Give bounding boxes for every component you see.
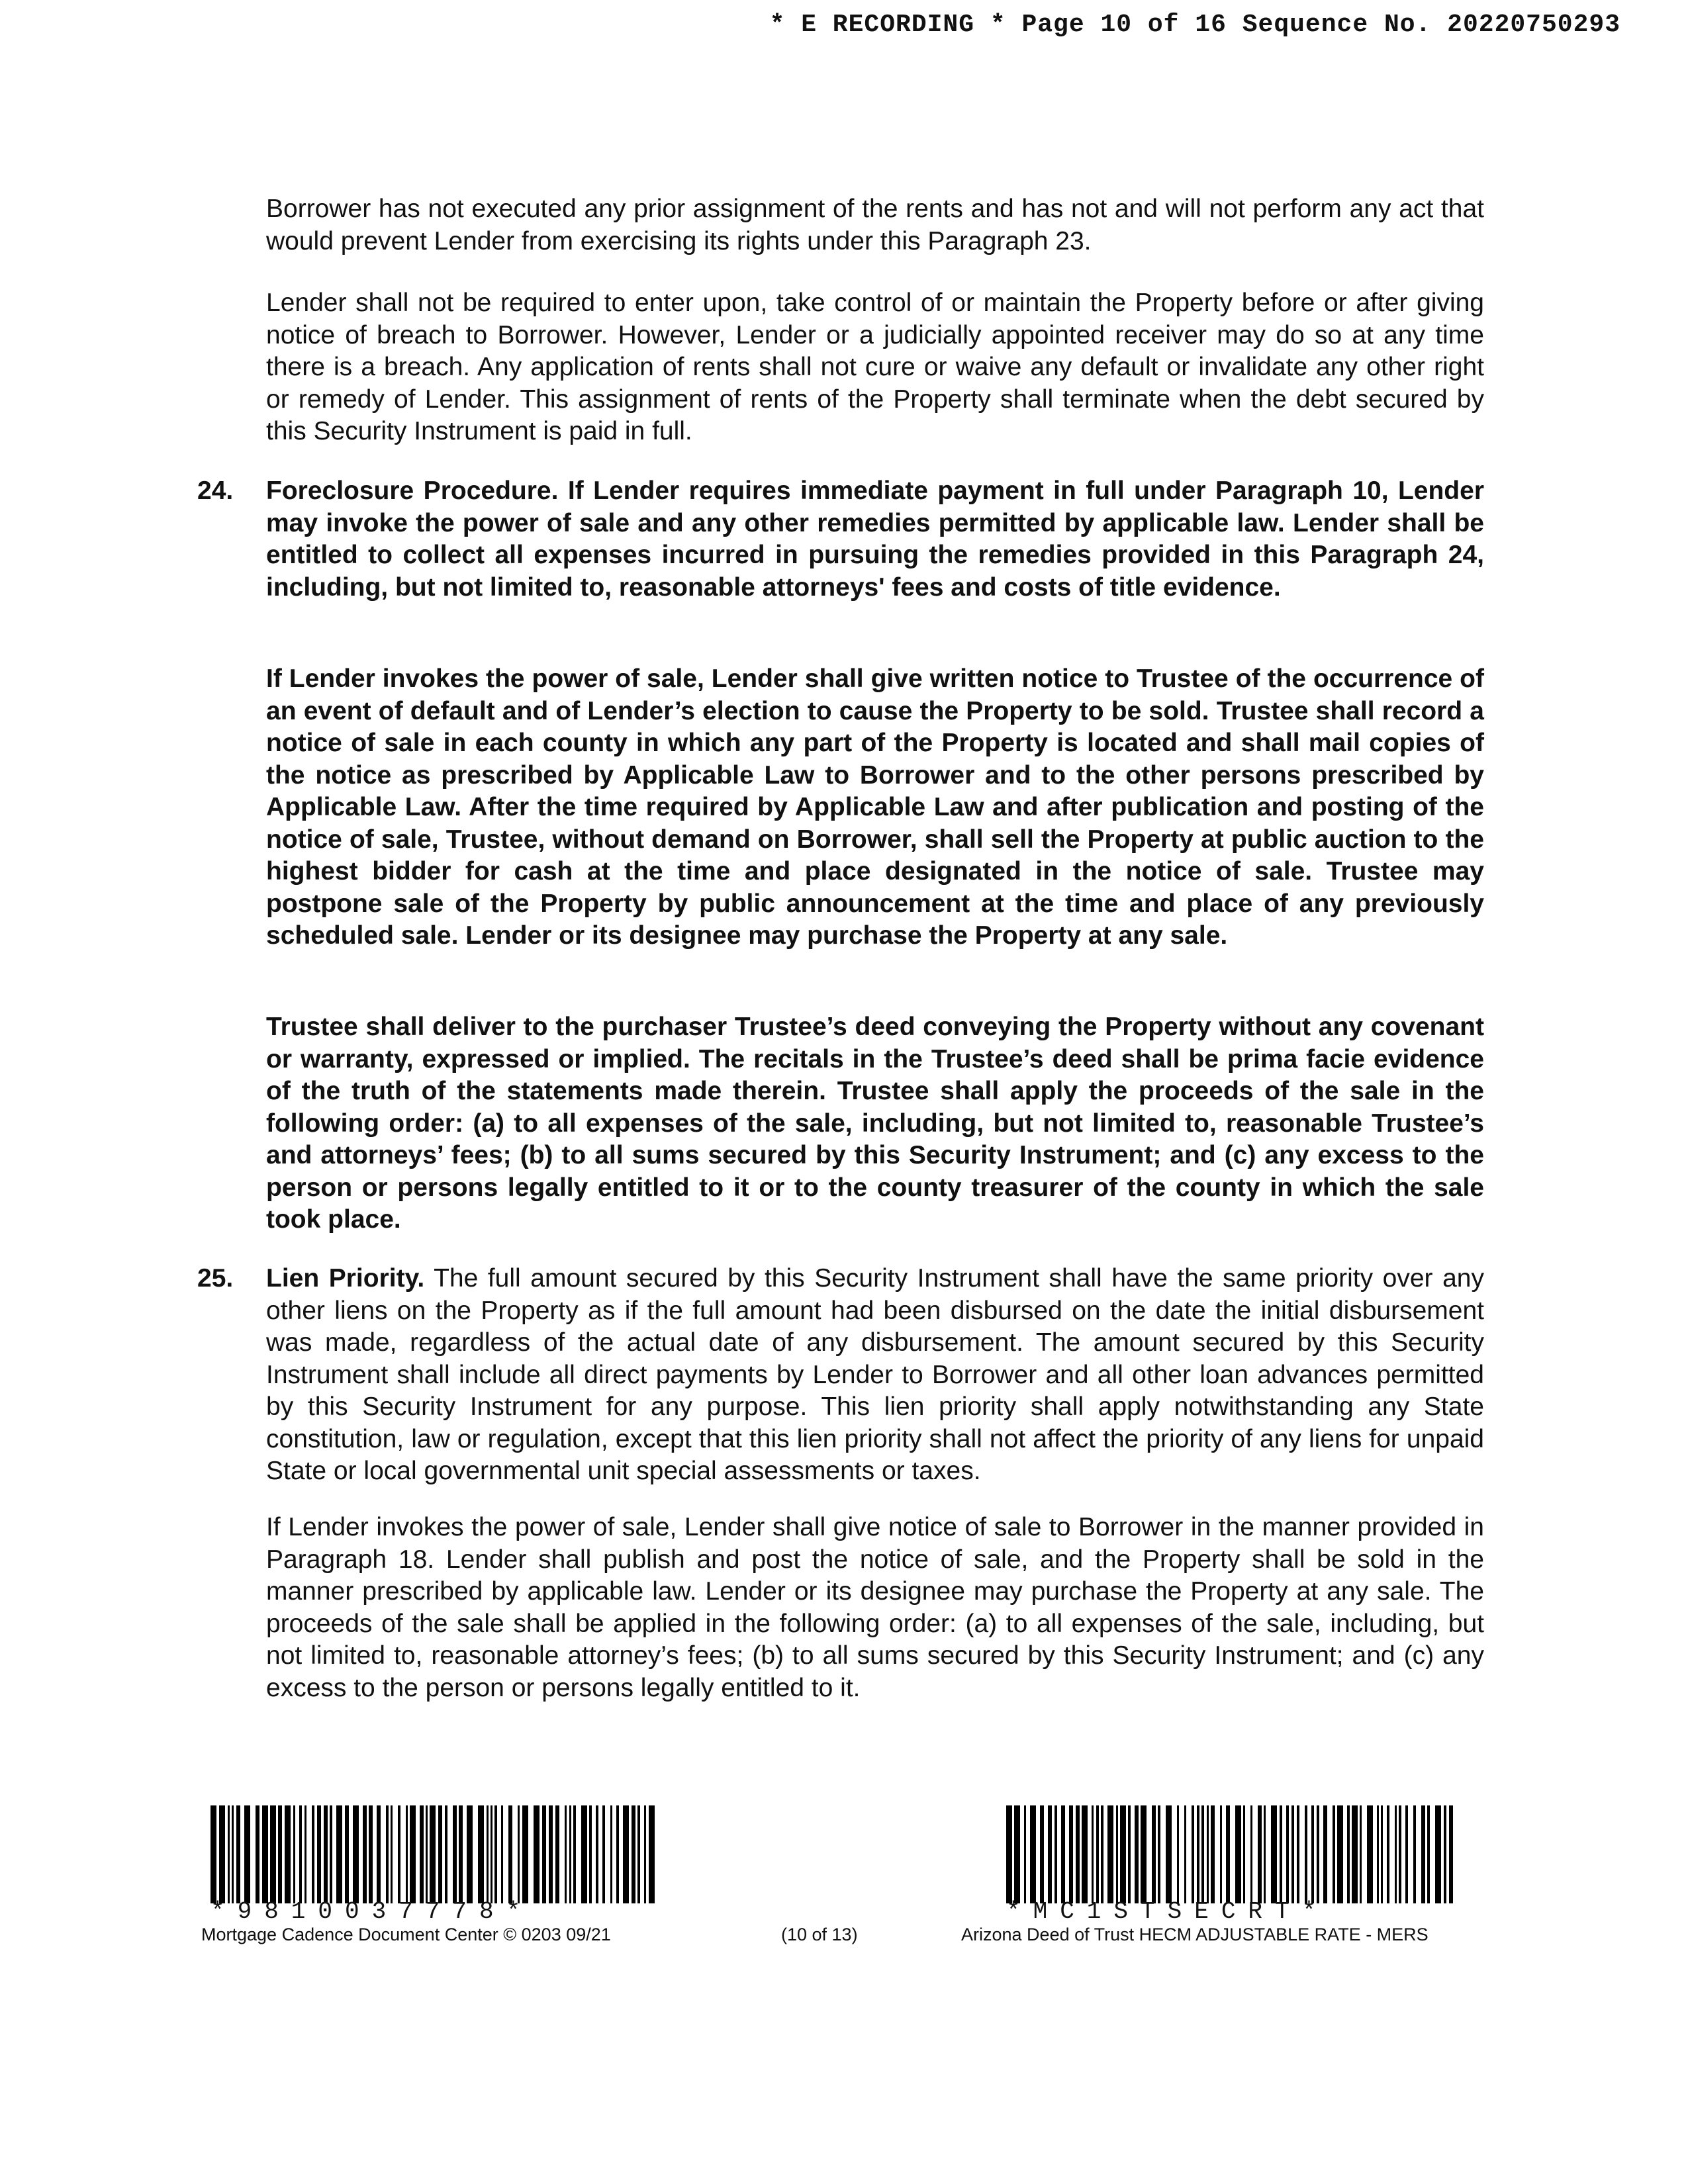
barcode-bar xyxy=(1096,1805,1099,1903)
barcode-bar xyxy=(270,1805,276,1903)
barcode-bar xyxy=(1377,1805,1379,1903)
barcode-bar xyxy=(494,1805,497,1903)
recording-header: * E RECORDING * Page 10 of 16 Sequence No. 20220750293 xyxy=(769,11,1620,39)
barcode-bar xyxy=(426,1805,428,1903)
barcode-bar xyxy=(555,1805,559,1903)
barcode-bar xyxy=(232,1805,234,1903)
barcode-bar xyxy=(219,1805,225,1903)
barcode-bar xyxy=(1184,1805,1186,1903)
barcode-bar xyxy=(1286,1805,1289,1903)
barcode-bar xyxy=(1006,1805,1012,1903)
barcode-bar xyxy=(1030,1805,1036,1903)
barcode-left xyxy=(211,1805,659,1903)
barcode-bar xyxy=(1427,1805,1430,1903)
barcode-bar xyxy=(438,1805,442,1903)
barcode-bar xyxy=(1271,1805,1277,1903)
barcode-bar xyxy=(1211,1805,1215,1903)
barcode-bar xyxy=(649,1805,655,1903)
barcode-bar xyxy=(1207,1805,1209,1903)
barcode-bar xyxy=(1297,1805,1299,1903)
barcode-bar xyxy=(1128,1805,1131,1903)
barcode-bar xyxy=(1076,1805,1080,1903)
barcode-bar xyxy=(353,1805,359,1903)
barcode-bar xyxy=(1352,1805,1358,1903)
barcode-bar xyxy=(1311,1805,1314,1903)
barcode-bar xyxy=(487,1805,489,1903)
barcode-bar xyxy=(1367,1805,1373,1903)
barcode-bar xyxy=(1177,1805,1179,1903)
section-heading-25: Lien Priority. xyxy=(266,1264,425,1293)
barcode-bar xyxy=(312,1805,314,1903)
barcode-bar xyxy=(1141,1805,1147,1903)
footer-page-count: (10 of 13) xyxy=(781,1925,858,1944)
barcode-bar xyxy=(1055,1805,1057,1903)
barcode-bar xyxy=(386,1805,389,1903)
paragraph-25-text: The full amount secured by this Security Instrument shall have the same priority over any other liens on the Property as if the full amount had been disbursed on the date the initial disbursement was made, regardless of the actual date of any disbursement. The amount secured by this Security Instrument shall include all direct payments by Lender to Borrower and all other loan advances permitted by this Security Instrument for any purpose. This lien priority shall apply notwithstanding any State constitution, law or regulation, except that this lien priority shall not affect the priority of any liens for unpaid State or local governmental unit special assessments or taxes. xyxy=(266,1264,1484,1485)
paragraph-24-text: If Lender requires immediate payment in full under Paragraph 10, Lender may invoke the power of sale and any other remedies permitted by applicable law. Lender shall be entitled to collect all expenses incurred in pursuing the remedies provided in this Paragraph 24, including, but not limited to, reasonable attorneys' fees and costs of title evidence. xyxy=(266,477,1484,602)
barcode-bar xyxy=(406,1805,408,1903)
barcode-bar xyxy=(1069,1805,1073,1903)
barcode-bar xyxy=(211,1805,216,1903)
barcode-bar xyxy=(534,1805,539,1903)
barcode-bar xyxy=(1040,1805,1044,1903)
paragraph-25-b: If Lender invokes the power of sale, Lender shall give notice of sale to Borrower in the manner provided in Paragraph 18. Lender shall publish and post the notice of sale, and the Property shall be sold in the manner prescribed by applicable law. Lender or its designee may purchase the Property at any sale. The proceeds of the sale shall be applied in the following order: (a) to all expenses of the sale, including, but not limited to, reasonable attorney’s fees; (b) to all sums secured by this Security Instrument; and (c) any excess to the person or persons legally entitled to it. xyxy=(266,1513,1484,1702)
barcode-bar xyxy=(1305,1805,1307,1903)
barcode-bar xyxy=(410,1805,416,1903)
barcode-bar xyxy=(1264,1805,1266,1903)
barcode-bar xyxy=(632,1805,635,1903)
barcode-bar xyxy=(1116,1805,1118,1903)
barcode-bar xyxy=(596,1805,598,1903)
barcode-bar xyxy=(391,1805,393,1903)
barcode-bar xyxy=(1413,1805,1416,1903)
barcode-bar xyxy=(1235,1805,1241,1903)
barcode-bar xyxy=(573,1805,576,1903)
barcode-bar xyxy=(256,1805,259,1903)
barcode-bar xyxy=(610,1805,612,1903)
barcode-bar xyxy=(1323,1805,1327,1903)
barcode-bar xyxy=(1101,1805,1103,1903)
barcode-bar xyxy=(1317,1805,1319,1903)
section-heading-24: Foreclosure Procedure. xyxy=(266,477,559,505)
barcode-bar xyxy=(565,1805,567,1903)
barcode-bar xyxy=(1220,1805,1222,1903)
barcode-bar xyxy=(602,1805,605,1903)
barcode-bar xyxy=(285,1805,291,1903)
barcode-bar xyxy=(1387,1805,1389,1903)
barcode-bar xyxy=(1107,1805,1113,1903)
barcode-bar xyxy=(1449,1805,1453,1903)
barcode-bar xyxy=(1192,1805,1194,1903)
paragraph-24-c: Trustee shall deliver to the purchaser Trustee’s deed conveying the Property without any covenant or warranty, expressed or implied. The recitals in the Trustee’s deed shall be prima facie evidence of the truth of the statements made therein. Trustee shall apply the proceeds of the sale in the following order: (a) to all expenses of the sale, including, but not limited to, reasonable Trustee’s and attorneys’ fees; (b) to all sums secured by this Security Instrument; and (c) any excess to the person or persons legally entitled to it or to the county treasurer of the county in which the sale took place. xyxy=(266,1013,1484,1234)
paragraph-23-continued-1: Borrower has not executed any prior assignment of the rents and has not and will not perform any act that would prevent Lender from exercising its rights under this Paragraph 23. xyxy=(266,195,1484,255)
barcode-bar xyxy=(1082,1805,1088,1903)
barcode-bar xyxy=(430,1805,436,1903)
barcode-bar xyxy=(1360,1805,1362,1903)
barcode-bar xyxy=(1048,1805,1052,1903)
barcode-bar xyxy=(508,1805,512,1903)
barcode-bar xyxy=(345,1805,349,1903)
barcode-bar xyxy=(1435,1805,1441,1903)
barcode-bar xyxy=(377,1805,381,1903)
barcode-bar xyxy=(293,1805,295,1903)
barcode-bar xyxy=(1135,1805,1139,1903)
barcode-bar xyxy=(1421,1805,1425,1903)
barcode-bar xyxy=(522,1805,528,1903)
paragraph-23-continued-2: Lender shall not be required to enter upon, take control of or maintain the Property before or after giving notice of breach to Borrower. However, Lender or a judicially appointed receiver may do so at any time there is a breach. Any application of rents shall not cure or waive any default or invalidate any other right or remedy of Lender. This assignment of rents of the Property shall terminate when the debt secured by this Security Instrument is paid in full. xyxy=(266,289,1484,445)
barcode-bar xyxy=(616,1805,619,1903)
barcode-bar xyxy=(1201,1805,1204,1903)
barcode-bar xyxy=(299,1805,302,1903)
barcode-bar xyxy=(569,1805,571,1903)
barcode-bar xyxy=(1291,1805,1294,1903)
barcode-bar xyxy=(518,1805,520,1903)
barcode-bar xyxy=(1381,1805,1383,1903)
section-number-25: 25. xyxy=(197,1264,234,1293)
barcode-bar xyxy=(1395,1805,1397,1903)
barcode-bar xyxy=(1092,1805,1094,1903)
barcode-bar xyxy=(228,1805,230,1903)
barcode-right xyxy=(1006,1805,1456,1903)
barcode-bar xyxy=(637,1805,640,1903)
barcode-bar xyxy=(278,1805,282,1903)
barcode-bar xyxy=(420,1805,424,1903)
barcode-bar xyxy=(236,1805,240,1903)
barcode-bar xyxy=(1152,1805,1156,1903)
barcode-bar xyxy=(262,1805,268,1903)
barcode-bar xyxy=(478,1805,484,1903)
barcode-bar xyxy=(542,1805,546,1903)
barcode-bar xyxy=(317,1805,321,1903)
barcode-bar xyxy=(369,1805,373,1903)
barcode-bar xyxy=(459,1805,463,1903)
barcode-bar xyxy=(1250,1805,1252,1903)
barcode-bar xyxy=(581,1805,587,1903)
barcode-bar xyxy=(623,1805,629,1903)
barcode-bar xyxy=(644,1805,646,1903)
barcode-bar xyxy=(1120,1805,1126,1903)
barcode-bar xyxy=(330,1805,332,1903)
section-number-24: 24. xyxy=(197,477,234,505)
paragraph-24 xyxy=(266,475,1484,604)
barcode-bar xyxy=(1226,1805,1230,1903)
barcode-bar xyxy=(336,1805,342,1903)
barcode-bar xyxy=(1158,1805,1160,1903)
footer-right-text: Arizona Deed of Trust HECM ADJUSTABLE RATE - MERS xyxy=(961,1925,1429,1944)
barcode-bar xyxy=(1405,1805,1408,1903)
barcode-bar xyxy=(1337,1805,1343,1903)
barcode-bar xyxy=(1243,1805,1245,1903)
barcode-bar xyxy=(549,1805,553,1903)
barcode-bar xyxy=(589,1805,592,1903)
barcode-bar xyxy=(244,1805,250,1903)
barcode-bar xyxy=(1014,1805,1020,1903)
barcode-bar xyxy=(1333,1805,1335,1903)
barcode-bar xyxy=(1061,1805,1065,1903)
barcode-bar xyxy=(1347,1805,1350,1903)
barcode-bar xyxy=(453,1805,457,1903)
paragraph-24-b: If Lender invokes the power of sale, Lender shall give written notice to Trustee of the occurrence of an event of default and of Lender’s election to cause the Property to be sold. Trustee shall record a notice of sale in each county in which any part of the Property is located and shall mail copies of the notice as prescribed by Applicable Law to Borrower and to the other persons prescribed by Applicable Law. After the time required by Applicable Law and after publication and posting of the notice of sale, Trustee, without demand on Borrower, shall sell the Property at public auction to the highest bidder for cash at the time and place designated in the notice of sale. Trustee may postpone sale of the Property by public announcement at the time and place of any previously scheduled sale. Lender or its designee may purchase the Property at any sale. xyxy=(266,664,1484,950)
barcode-right-label: *MC1STSECRT* xyxy=(1006,1898,1329,1925)
barcode-bar xyxy=(467,1805,473,1903)
barcode-bar xyxy=(501,1805,503,1903)
barcode-bar xyxy=(1166,1805,1172,1903)
barcode-bar xyxy=(1258,1805,1262,1903)
barcode-bar xyxy=(1280,1805,1282,1903)
barcode-bar xyxy=(1024,1805,1026,1903)
barcode-bar xyxy=(445,1805,447,1903)
footer-left-text: Mortgage Cadence Document Center © 0203 09/21 xyxy=(201,1925,611,1944)
barcode-bar xyxy=(324,1805,328,1903)
barcode-bar xyxy=(1444,1805,1446,1903)
barcode-bar xyxy=(363,1805,367,1903)
barcode-bar xyxy=(1197,1805,1199,1903)
barcode-bar xyxy=(305,1805,306,1903)
barcode-bar xyxy=(491,1805,492,1903)
barcode-bar xyxy=(398,1805,400,1903)
barcode-left-label: *9810037778* xyxy=(211,1898,534,1925)
paragraph-25 xyxy=(266,1263,1484,1488)
barcode-bar xyxy=(1399,1805,1401,1903)
